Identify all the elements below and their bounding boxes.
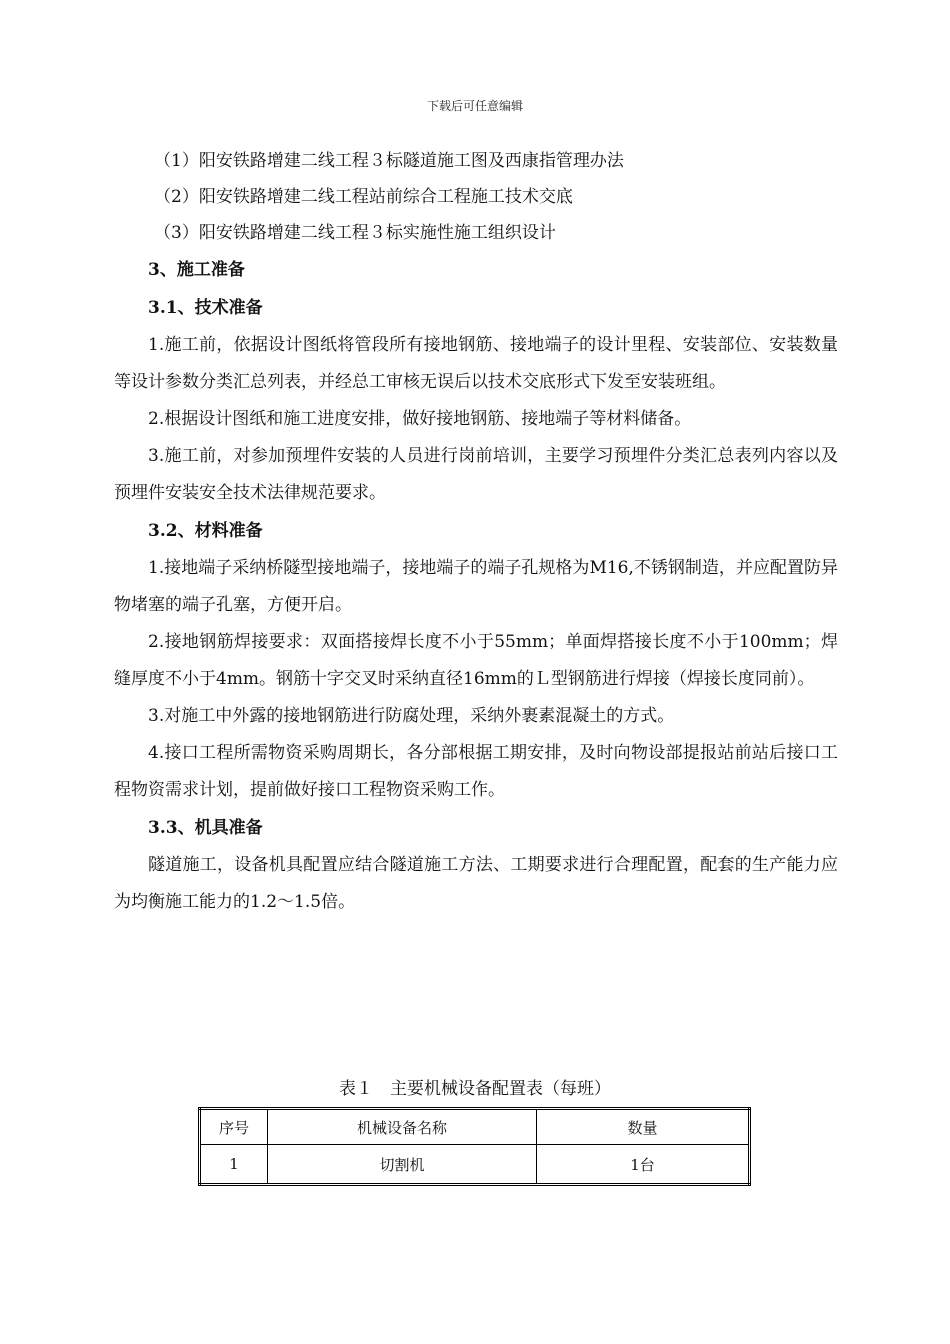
paragraph: 1.接地端子采纳桥隧型接地端子，接地端子的端子孔规格为M16,不锈钢制造，并应配置防异物堵塞的端子孔塞，方便开启。 bbox=[114, 558, 838, 615]
paragraph: 3.对施工中外露的接地钢筋进行防腐处理，采纳外裹素混凝土的方式。 bbox=[148, 706, 675, 726]
reference-item-2: （2）阳安铁路增建二线工程站前综合工程施工技术交底 bbox=[154, 187, 573, 207]
subsection-heading-materials: 3.2、材料准备 bbox=[148, 521, 263, 541]
table-header-cell: 机械设备名称 bbox=[268, 1109, 537, 1145]
table-header-cell: 序号 bbox=[200, 1109, 268, 1145]
table-row bbox=[200, 1145, 750, 1185]
table-cell: 1 bbox=[200, 1145, 268, 1185]
paragraph: 2.接地钢筋焊接要求：双面搭接焊长度不小于55mm；单面焊搭接长度不小于100mm；焊缝厚度不小于4mm。钢筋十字交叉时采纳直径16mm的Ｌ型钢筋进行焊接（焊接长度同前）。 bbox=[114, 632, 838, 689]
section-heading: 3、施工准备 bbox=[148, 260, 245, 280]
paragraph: 2.根据设计图纸和施工进度安排，做好接地钢筋、接地端子等材料储备。 bbox=[148, 409, 692, 429]
paragraph: 3.施工前，对参加预埋件安装的人员进行岗前培训，主要学习预埋件分类汇总表列内容以及预埋件安装安全技术法律规范要求。 bbox=[114, 446, 838, 503]
table-header-row bbox=[200, 1109, 750, 1145]
reference-item-3: （3）阳安铁路增建二线工程３标实施性施工组织设计 bbox=[154, 223, 556, 243]
paragraph: 隧道施工，设备机具配置应结合隧道施工方法、工期要求进行合理配置，配套的生产能力应为均衡施工能力的1.2～1.5倍。 bbox=[114, 855, 838, 912]
table-cell: 1台 bbox=[537, 1145, 750, 1185]
document-body bbox=[114, 143, 838, 921]
reference-item-1: （1）阳安铁路增建二线工程３标隧道施工图及西康指管理办法 bbox=[154, 151, 624, 171]
table-cell: 切割机 bbox=[268, 1145, 537, 1185]
equipment-table bbox=[198, 1107, 751, 1186]
paragraph: 4.接口工程所需物资采购周期长，各分部根据工期安排，及时向物设部提报站前站后接口工程物资需求计划，提前做好接口工程物资采购工作。 bbox=[114, 743, 838, 800]
table-caption: 表１ 主要机械设备配置表（每班） bbox=[339, 1079, 611, 1099]
subsection-heading-technical: 3.1、技术准备 bbox=[148, 298, 263, 318]
subsection-heading-equipment: 3.3、机具准备 bbox=[148, 818, 263, 838]
paragraph: 1.施工前，依据设计图纸将管段所有接地钢筋、接地端子的设计里程、安装部位、安装数量等设计参数分类汇总列表，并经总工审核无误后以技术交底形式下发至安装班组。 bbox=[114, 335, 838, 392]
page-header-note: 下载后可任意编辑 bbox=[426, 99, 523, 113]
table-header-cell: 数量 bbox=[537, 1109, 750, 1145]
